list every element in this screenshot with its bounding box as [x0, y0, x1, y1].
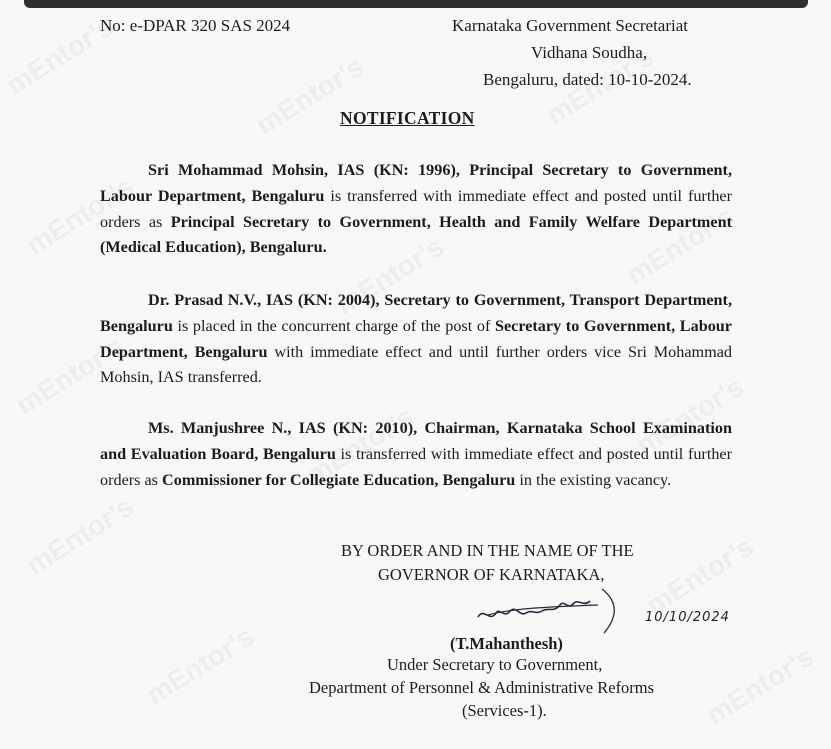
paragraph-text: is transferred with immediate effect and posted until further orders as: [100, 444, 732, 489]
paragraph-text: with immediate effect and until further orders vice Sri Mohammad Mohsin, IAS transferred.: [100, 342, 733, 387]
order-line-2: GOVERNOR OF KARNATAKA,: [378, 565, 605, 584]
paragraph-text: is transferred with immediate effect and posted until further orders as: [100, 186, 732, 231]
order-line-1: BY ORDER AND IN THE NAME OF THE: [341, 541, 634, 560]
document-title: NOTIFICATION: [340, 108, 475, 128]
handwritten-date: 10/10/2024: [645, 610, 730, 625]
paragraph-bold-text: Secretary to Government, Labour Department, Bengaluru: [100, 316, 732, 361]
handwritten-signature: [470, 585, 620, 635]
paragraph-text: is placed in the concurrent charge of the post of: [172, 316, 495, 335]
signatory-name: (T.Mahanthesh): [450, 634, 563, 653]
paragraph-bold-text: Commissioner for Collegiate Education, Bengaluru: [162, 470, 516, 489]
paragraph-bold-text: Principal Secretary to Government, Health and Family Welfare Department (Medical Education), Bengaluru.: [100, 212, 732, 257]
paragraph-text: in the existing vacancy.: [515, 470, 672, 489]
paragraph-bold-text: Sri Mohammad Mohsin, IAS (KN: 1996), Principal Secretary to Government, Labour Department, Bengaluru: [100, 161, 732, 205]
notification-paragraph-3: [100, 416, 732, 493]
signatory-designation: Under Secretary to Government,: [387, 655, 603, 674]
reference-number: No: e-DPAR 320 SAS 2024: [100, 16, 291, 35]
watermark: [641, 531, 760, 622]
office-building: Vidhana Soudha,: [531, 43, 648, 62]
notification-paragraph-2: [100, 288, 732, 391]
paragraph-bold-text: Ms. Manjushree N., IAS (KN: 2010), Chairman, Karnataka School Examination and Evaluation Board, Bengaluru: [100, 419, 732, 463]
watermark: [701, 641, 820, 732]
notification-paragraph-1: [100, 158, 732, 261]
signatory-section: (Services-1).: [462, 701, 547, 720]
signatory-department: Department of Personnel & Administrative Reforms: [309, 678, 655, 697]
watermark: [141, 621, 260, 712]
viewer-top-bar: [24, 0, 808, 8]
watermark: [21, 491, 140, 582]
place-and-date: Bengaluru, dated: 10-10-2024.: [483, 70, 692, 89]
paragraph-bold-text: Dr. Prasad N.V., IAS (KN: 2004), Secretary to Government, Transport Department, Bengaluru: [100, 291, 732, 335]
office-name: Karnataka Government Secretariat: [452, 16, 688, 35]
